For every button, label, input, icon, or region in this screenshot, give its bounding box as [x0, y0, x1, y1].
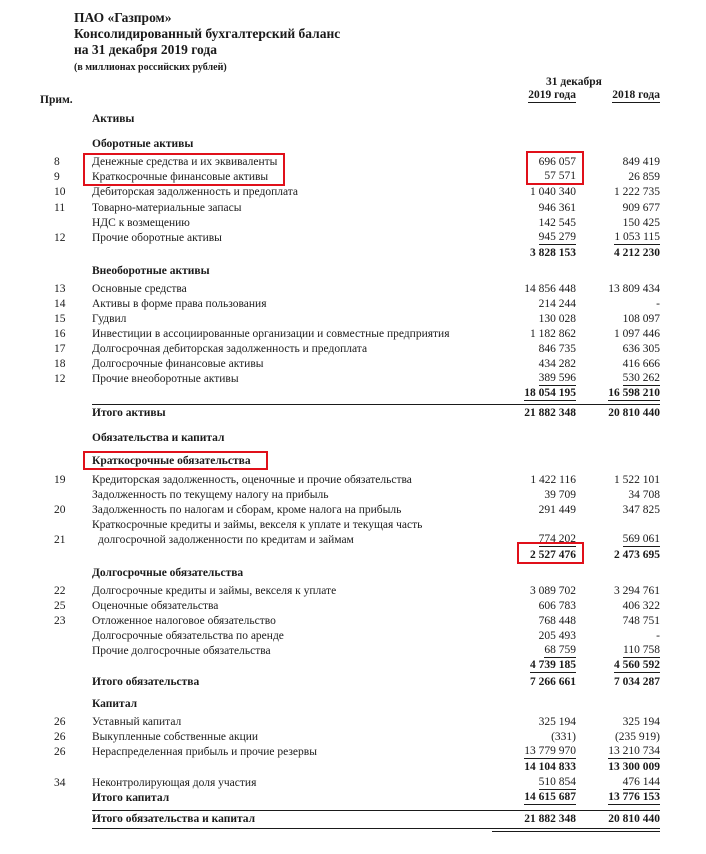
value-2018: 325 194 — [622, 716, 660, 728]
row-label: Внеоборотные активы — [92, 265, 210, 277]
subtotal-row — [0, 246, 706, 261]
table-row — [0, 231, 706, 246]
table-row — [0, 327, 706, 342]
row-label: Активы в форме права пользования — [92, 298, 267, 310]
note-number: 12 — [54, 373, 66, 385]
row-label: Краткосрочные финансовые активы — [92, 171, 269, 183]
row-label: Капитал — [92, 698, 138, 710]
row-label: Инвестиции в ассоциированные организации и совместные предприятия — [92, 328, 450, 340]
row-label: Оценочные обязательства — [92, 600, 219, 612]
table-row — [0, 312, 706, 327]
value-2019: 510 854 — [538, 776, 576, 788]
table-row — [0, 599, 706, 614]
row-label: Задолженность по налогам и сборам, кроме налога на прибыль — [92, 504, 402, 516]
row-label: Уставный капитал — [92, 716, 182, 728]
note-number: 15 — [54, 313, 66, 325]
value-2019: 325 194 — [538, 716, 576, 728]
report-date: на 31 декабря 2019 года — [74, 42, 217, 57]
note-number: 26 — [54, 746, 66, 758]
value-2019: 18 054 195 — [524, 387, 576, 399]
value-2018: 26 859 — [628, 171, 660, 183]
value-2019: 130 028 — [538, 313, 576, 325]
subsection-header-equity — [0, 697, 706, 712]
value-2019: 434 282 — [538, 358, 576, 370]
value-2018: 13 210 734 — [608, 745, 660, 757]
row-label: Обязательства и капитал — [92, 432, 225, 444]
value-2018: 1 053 115 — [614, 231, 660, 243]
table-row — [0, 629, 706, 644]
year-2018-header: 2018 года — [612, 89, 660, 101]
row-label: Отложенное налоговое обязательство — [92, 615, 276, 627]
value-2019: 21 882 348 — [524, 813, 576, 825]
note-column-header: Прим. — [40, 94, 73, 106]
value-2019: 14 615 687 — [524, 791, 576, 803]
value-2018: 909 677 — [622, 202, 660, 214]
table-row — [0, 730, 706, 745]
row-label: Неконтролирующая доля участия — [92, 777, 257, 789]
value-2018: 20 810 440 — [608, 813, 660, 825]
note-number: 16 — [54, 328, 66, 340]
value-2018: 110 758 — [623, 644, 660, 656]
value-2018: 7 034 287 — [614, 676, 660, 688]
value-2019: 846 735 — [538, 343, 576, 355]
divider-line — [92, 828, 660, 829]
value-2019: (331) — [551, 731, 576, 743]
table-row — [0, 614, 706, 629]
value-2019: 291 449 — [538, 504, 576, 516]
report-title: Консолидированный бухгалтерский баланс — [74, 26, 341, 41]
value-2019: 13 779 970 — [524, 745, 576, 757]
company-name: ПАО «Газпром» — [74, 10, 172, 25]
value-2018: 4 212 230 — [614, 247, 660, 259]
note-number: 21 — [54, 534, 66, 546]
subsection-header-current-assets — [0, 137, 706, 152]
value-2019: 21 882 348 — [524, 407, 576, 419]
table-row — [0, 357, 706, 372]
note-number: 25 — [54, 600, 66, 612]
table-row — [0, 518, 706, 533]
row-label: Краткосрочные обязательства — [92, 455, 251, 467]
note-number: 13 — [54, 283, 66, 295]
row-label: Выкупленные собственные акции — [92, 731, 259, 743]
value-2019: 4 739 185 — [530, 659, 576, 671]
value-2018: 476 144 — [622, 776, 660, 788]
table-row — [0, 185, 706, 200]
note-number: 14 — [54, 298, 66, 310]
value-2018: 748 751 — [622, 615, 660, 627]
row-label: Итого обязательства и капитал — [92, 813, 256, 825]
subtotal-row — [0, 659, 706, 674]
value-2018: 2 473 695 — [614, 549, 660, 561]
table-row — [0, 473, 706, 488]
value-2018: 1 222 735 — [614, 186, 660, 198]
row-label: Оборотные активы — [92, 138, 194, 150]
value-2019: 7 266 661 — [530, 676, 576, 688]
value-2018: 636 305 — [622, 343, 660, 355]
note-number: 34 — [54, 777, 66, 789]
double-underline — [492, 831, 660, 832]
value-2018: 108 097 — [622, 313, 660, 325]
note-number: 12 — [54, 232, 66, 244]
value-2018: 416 666 — [622, 358, 660, 370]
row-label: НДС к возмещению — [92, 217, 190, 229]
note-number: 8 — [54, 156, 60, 168]
row-label: Товарно-материальные запасы — [92, 202, 242, 214]
row-label: Нераспределенная прибыль и прочие резервы — [92, 746, 317, 758]
note-number: 11 — [54, 202, 66, 214]
row-label: Долгосрочные обязательства — [92, 567, 244, 579]
table-row — [0, 342, 706, 357]
value-2019: 2 527 476 — [530, 549, 576, 561]
note-number: 26 — [54, 731, 66, 743]
total-row — [0, 812, 706, 827]
divider-line — [92, 404, 660, 405]
row-label: Основные средства — [92, 283, 187, 295]
note-number: 20 — [54, 504, 66, 516]
value-2018: 4 560 592 — [614, 659, 660, 671]
year-2019-header: 2019 года — [528, 89, 576, 101]
value-2019: 68 759 — [544, 644, 576, 656]
table-row — [0, 297, 706, 312]
table-row — [0, 282, 706, 297]
table-row — [0, 503, 706, 518]
value-2018: 849 419 — [622, 156, 660, 168]
value-2018: 13 809 434 — [608, 283, 660, 295]
value-2018: - — [656, 630, 660, 642]
row-label: Задолженность по текущему налогу на прибыль — [92, 489, 329, 501]
value-2018: 1 097 446 — [614, 328, 660, 340]
row-label: Итого активы — [92, 407, 166, 419]
value-2018: 13 776 153 — [608, 791, 660, 803]
value-2019: 14 104 833 — [524, 761, 576, 773]
row-label: Прочие оборотные активы — [92, 232, 222, 244]
value-2019: 39 709 — [544, 489, 576, 501]
row-label: Итого обязательства — [92, 676, 200, 688]
table-row — [0, 745, 706, 760]
value-2019: 214 244 — [538, 298, 576, 310]
note-number: 23 — [54, 615, 66, 627]
value-2018: 347 825 — [622, 504, 660, 516]
highlight-box — [83, 153, 285, 186]
note-number: 17 — [54, 343, 66, 355]
row-label: Долгосрочные кредиты и займы, векселя к уплате — [92, 585, 337, 597]
row-label: Денежные средства и их эквиваленты — [92, 156, 278, 168]
subtotal-row — [0, 760, 706, 775]
row-label: Прочие внеоборотные активы — [92, 373, 239, 385]
subsection-header-noncurrent-liabilities — [0, 566, 706, 581]
value-2019: 946 361 — [538, 202, 576, 214]
note-number: 26 — [54, 716, 66, 728]
value-2018: - — [656, 298, 660, 310]
total-row — [0, 791, 706, 806]
total-row — [0, 675, 706, 690]
subsection-header-noncurrent-assets — [0, 264, 706, 279]
row-label: долгосрочной задолженности по кредитам и займам — [98, 534, 354, 546]
value-2018: 20 810 440 — [608, 407, 660, 419]
value-2018: 3 294 761 — [614, 585, 660, 597]
table-row — [0, 372, 706, 387]
date-column-header: 31 декабря — [546, 76, 602, 88]
table-row — [0, 488, 706, 503]
section-header-assets — [0, 112, 706, 127]
row-label: Дебиторская задолженность и предоплата — [92, 186, 299, 198]
value-2018: 530 262 — [622, 372, 660, 384]
value-2019: 3 089 702 — [530, 585, 576, 597]
table-row — [0, 533, 706, 548]
table-row — [0, 216, 706, 231]
note-number: 10 — [54, 186, 66, 198]
value-2019: 774 202 — [538, 533, 576, 545]
value-2019: 606 783 — [538, 600, 576, 612]
row-label: Долгосрочные обязательства по аренде — [92, 630, 284, 642]
highlight-box — [517, 542, 584, 564]
subtotal-row — [0, 548, 706, 563]
divider-line — [92, 810, 660, 811]
highlight-box — [83, 451, 268, 470]
row-label: Гудвил — [92, 313, 127, 325]
row-label: Долгосрочные финансовые активы — [92, 358, 264, 370]
table-row — [0, 715, 706, 730]
value-2018: 150 425 — [622, 217, 660, 229]
value-2019: 1 422 116 — [530, 474, 576, 486]
value-2018: 13 300 009 — [608, 761, 660, 773]
row-label: Активы — [92, 113, 135, 125]
note-number: 19 — [54, 474, 66, 486]
subtotal-row — [0, 387, 706, 402]
value-2019: 389 596 — [538, 372, 576, 384]
value-2018: 1 522 101 — [614, 474, 660, 486]
value-2019: 57 571 — [544, 170, 576, 182]
value-2019: 142 545 — [538, 217, 576, 229]
note-number: 18 — [54, 358, 66, 370]
value-2019: 768 448 — [538, 615, 576, 627]
value-2019: 3 828 153 — [530, 247, 576, 259]
row-label: Прочие долгосрочные обязательства — [92, 645, 271, 657]
value-2019: 696 057 — [538, 156, 576, 168]
table-row — [0, 584, 706, 599]
highlight-box — [526, 151, 584, 185]
table-row — [0, 201, 706, 216]
value-2018: (235 919) — [614, 731, 660, 743]
value-2018: 34 708 — [628, 489, 660, 501]
section-header-liabilities-equity — [0, 431, 706, 446]
value-2018: 16 598 210 — [608, 387, 660, 399]
total-row — [0, 406, 706, 421]
value-2018: 406 322 — [622, 600, 660, 612]
value-2019: 1 040 340 — [530, 186, 576, 198]
value-2019: 205 493 — [538, 630, 576, 642]
table-row — [0, 776, 706, 791]
row-label: Итого капитал — [92, 792, 170, 804]
note-number: 9 — [54, 171, 60, 183]
value-2019: 945 279 — [538, 231, 576, 243]
value-2019: 1 182 862 — [530, 328, 576, 340]
row-label: Краткосрочные кредиты и займы, векселя к уплате и текущая часть — [92, 519, 423, 531]
table-row — [0, 644, 706, 659]
value-2018: 569 061 — [622, 533, 660, 545]
row-label: Долгосрочная дебиторская задолженность и предоплата — [92, 343, 368, 355]
note-number: 22 — [54, 585, 66, 597]
value-2019: 14 856 448 — [524, 283, 576, 295]
currency-units: (в миллионах российских рублей) — [74, 62, 227, 73]
row-label: Кредиторская задолженность, оценочные и прочие обязательства — [92, 474, 412, 486]
